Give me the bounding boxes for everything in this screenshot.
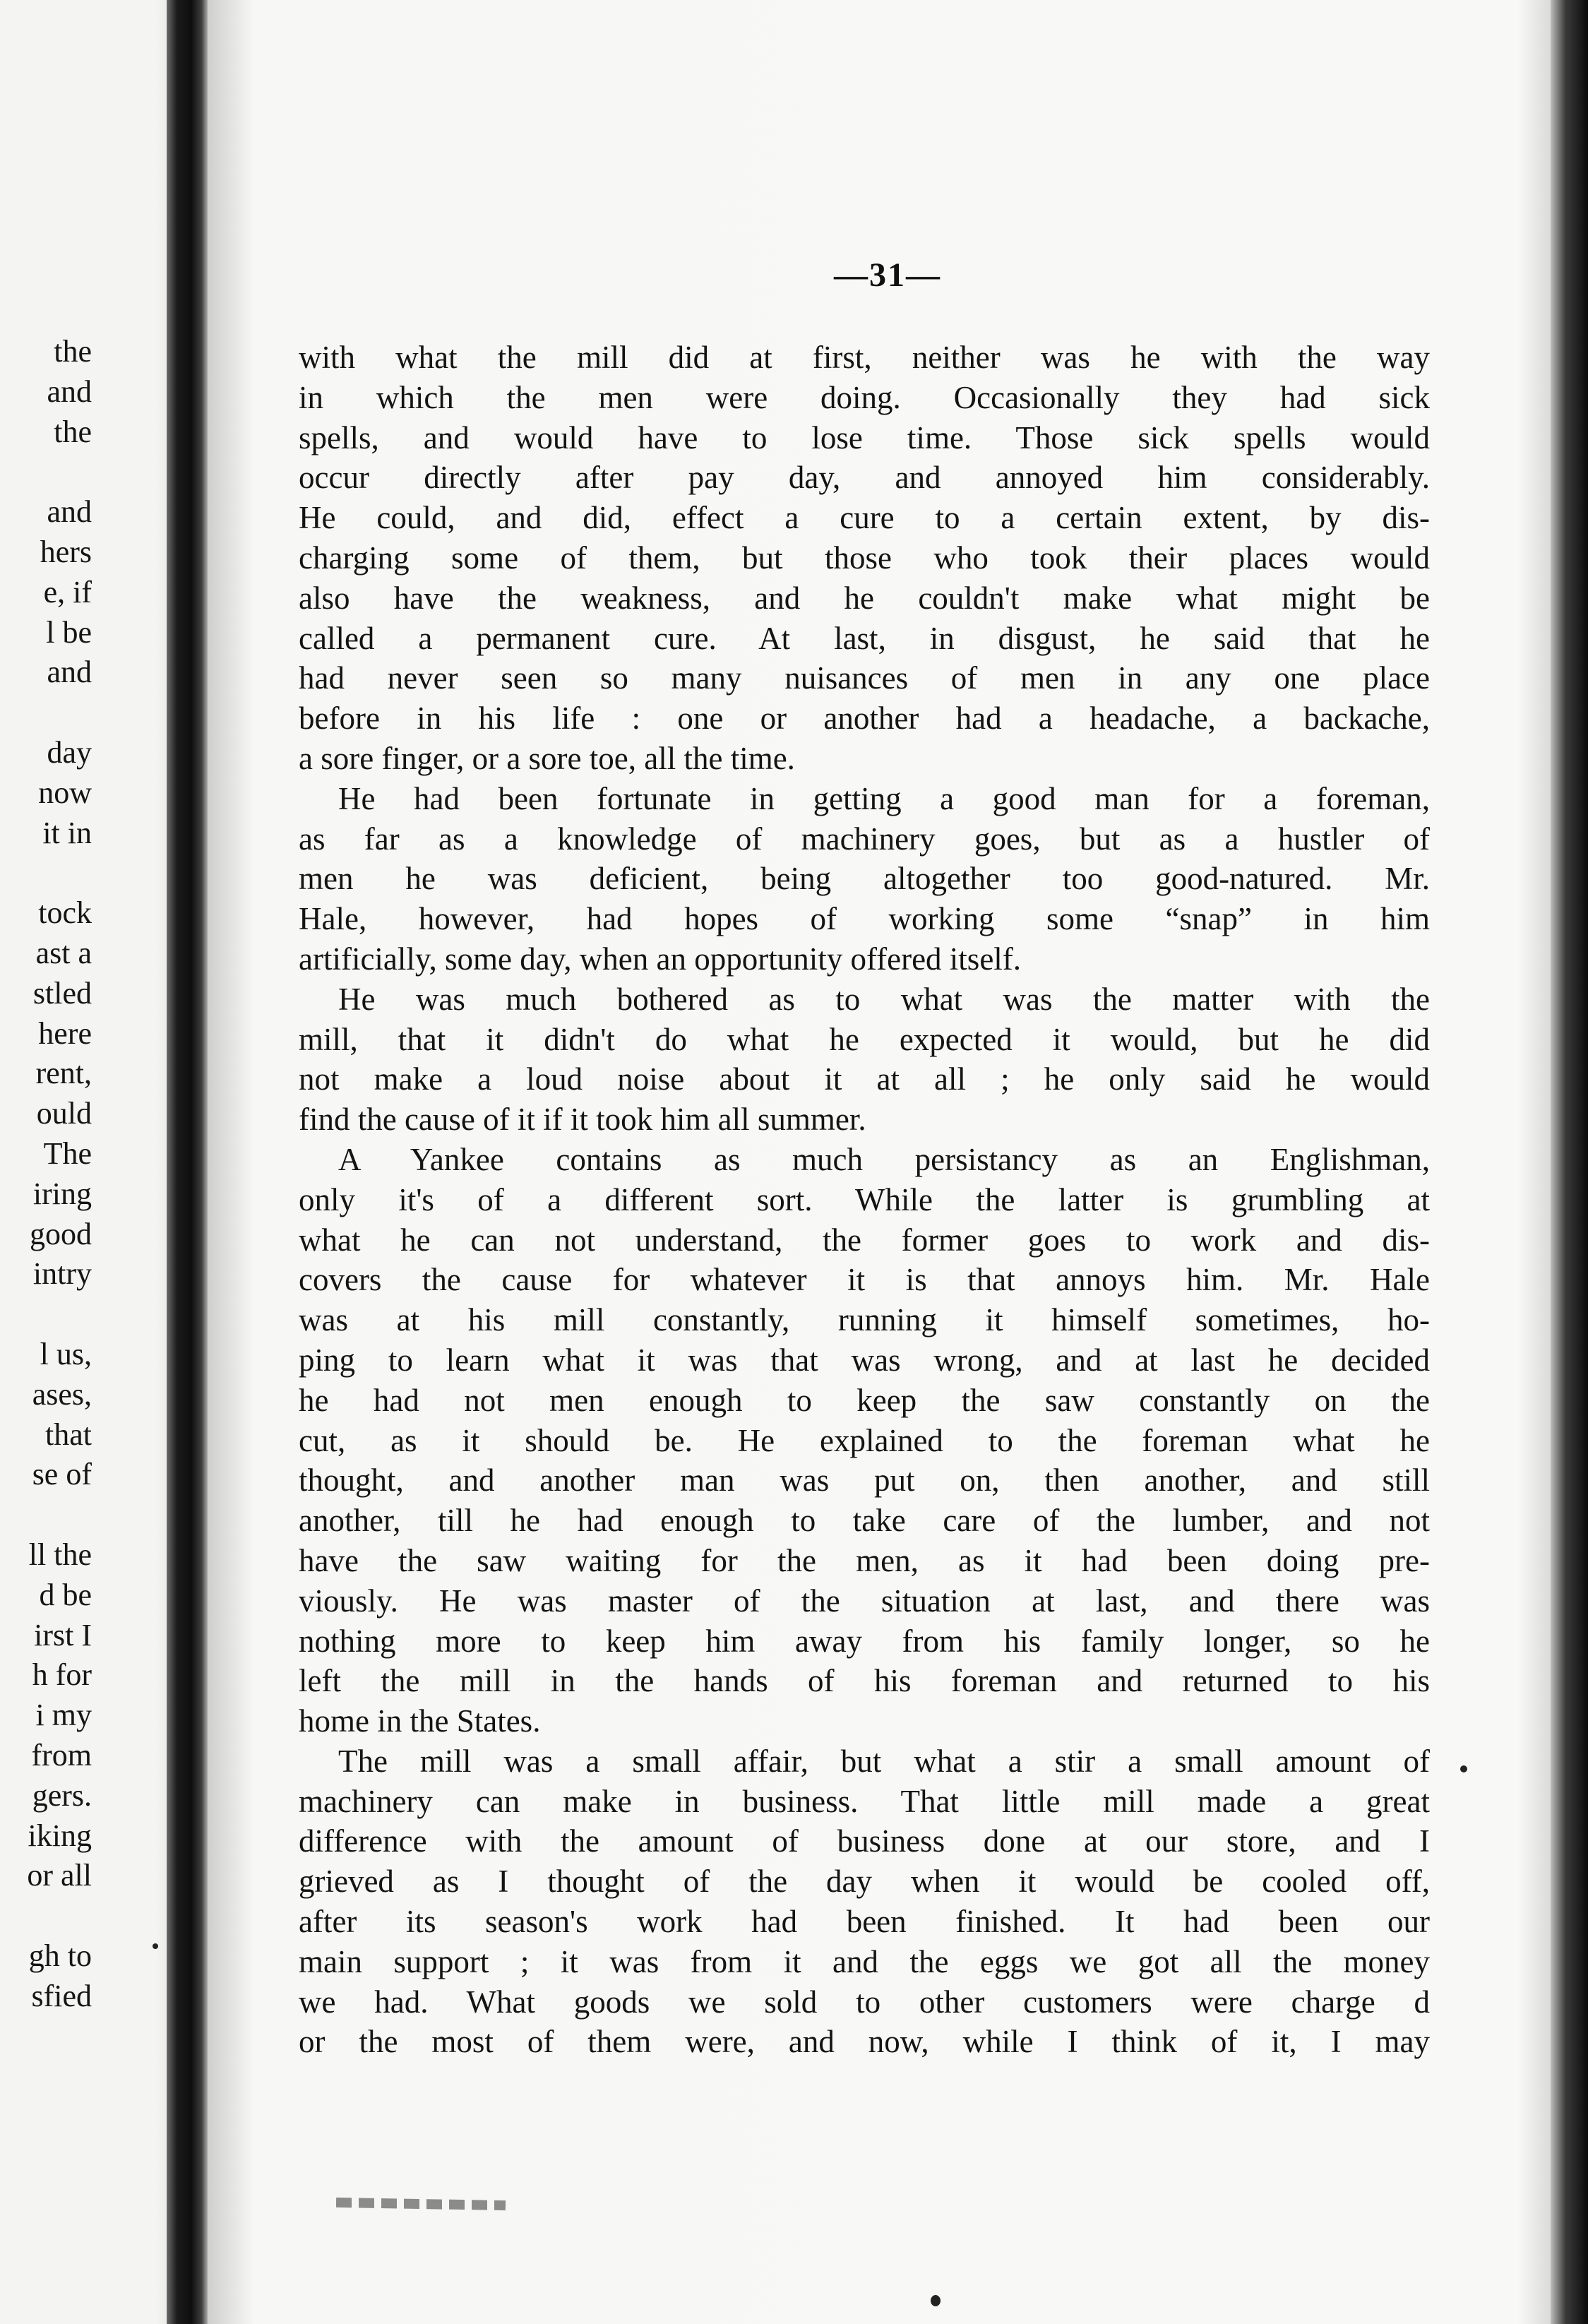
text-line: viously. He was master of the situation at last, and there was [299, 1583, 1430, 1619]
text-line: grieved as I thought of the day when it would be cooled off, [299, 1864, 1430, 1900]
text-line: Hale, however, had hopes of working some “snap” in him [299, 901, 1430, 937]
page-number: —31— [834, 256, 941, 294]
text-line: He was much bothered as to what was the matter with the [338, 981, 1430, 1017]
text-line: The mill was a small affair, but what a stir a small amount of [338, 1743, 1430, 1779]
text-line: left the mill in the hands of his foreman and returned to his [299, 1663, 1430, 1699]
left-page-fragment: here [38, 1015, 92, 1051]
left-page-fragment: hers [40, 535, 92, 569]
text-line: main support ; it was from it and the eggs we got all the money [299, 1943, 1430, 1979]
text-line: after its season's work had been finished. It had been our [299, 1904, 1430, 1940]
left-page-fragment: the [54, 334, 92, 369]
left-page-fragment: the [54, 414, 92, 449]
text-line: called a permanent cure. At last, in disgust, he said that he [299, 620, 1430, 656]
paragraph [299, 979, 1430, 1140]
text-line: had never seen so many nuisances of men in any one place [299, 660, 1430, 696]
text-line: another, till he had enough to take care of the lumber, and not [299, 1503, 1430, 1539]
text-line: cut, as it should be. He explained to the foreman what he [299, 1422, 1430, 1458]
page-body-text [299, 338, 1430, 2062]
ink-speck [153, 1943, 158, 1949]
text-line: have the saw waiting for the men, as it had been doing pre- [299, 1542, 1430, 1578]
text-line: nothing more to keep him away from his family longer, so he [299, 1623, 1430, 1659]
text-line: a sore finger, or a sore toe, all the time. [299, 740, 795, 776]
left-page-fragment: or all [27, 1858, 92, 1893]
ink-speck [931, 2295, 941, 2306]
left-page-fragment: ast a [35, 936, 92, 970]
left-page-fragment: good [30, 1216, 92, 1251]
left-page-fragment: that [45, 1417, 92, 1452]
left-page-fragment: ould [36, 1096, 92, 1131]
text-line: also have the weakness, and he couldn't make what might be [299, 580, 1430, 616]
left-page-fragment: gers. [32, 1777, 92, 1813]
left-page-fragment: rent, [35, 1056, 92, 1091]
left-page-fragment: d be [39, 1577, 92, 1612]
text-line: A Yankee contains as much persistancy as an Englishman, [338, 1141, 1430, 1177]
text-line: He had been fortunate in getting a good man for a foreman, [338, 780, 1430, 816]
left-page-fragment: The [43, 1136, 92, 1171]
page-edge-shadow [1551, 0, 1588, 2324]
text-line: was at his mill constantly, running it himself sometimes, ho- [299, 1302, 1430, 1338]
left-page-fragment: sfied [31, 1978, 92, 2013]
left-page-fragment: intry [32, 1256, 92, 1292]
text-line: spells, and would have to lose time. Those sick spells would [299, 419, 1430, 455]
text-line: with what the mill did at first, neither was he with the way [299, 340, 1430, 375]
left-page-fragment: tock [38, 895, 92, 931]
text-line: as far as a knowledge of machinery goes, but as a hustler of [299, 821, 1430, 857]
left-page-fragment: stled [32, 975, 92, 1011]
text-line: mill, that it didn't do what he expected it would, but he did [299, 1021, 1430, 1057]
text-line: find the cause of it if it took him all summer. [299, 1102, 866, 1138]
left-page-fragment: se of [32, 1457, 92, 1492]
left-page-fragment: e, if [43, 574, 92, 609]
left-page-fragment: ases, [32, 1376, 92, 1412]
left-page-fragment: gh to [28, 1938, 92, 1973]
right-page [212, 0, 1553, 2324]
text-line: difference with the amount of business done at our store, and I [299, 1823, 1430, 1859]
left-page-fragment: from [31, 1738, 92, 1772]
text-line: only it's of a different sort. While the latter is grumbling at [299, 1181, 1430, 1217]
text-line: men he was deficient, being altogether too good-natured. Mr. [299, 861, 1430, 897]
text-line: covers the cause for whatever it is that annoys him. Mr. Hale [299, 1262, 1430, 1298]
left-page-fragment: ll the [28, 1537, 92, 1572]
left-page-fragment: iking [28, 1818, 92, 1853]
ink-speck [1460, 1765, 1467, 1772]
text-line: He could, and did, effect a cure to a certain extent, by dis- [299, 500, 1430, 536]
left-facing-page [0, 0, 169, 2324]
text-line: before in his life : one or another had a headache, a backache, [299, 701, 1430, 737]
left-page-fragment: i my [35, 1698, 92, 1733]
paragraph [299, 779, 1430, 979]
left-page-fragment: l us, [40, 1337, 92, 1371]
paragraph [299, 1140, 1430, 1741]
left-page-fragment: iring [32, 1176, 92, 1211]
left-page-fragment: now [38, 775, 92, 810]
text-line: thought, and another man was put on, then another, and still [299, 1462, 1430, 1498]
left-page-fragment: l be [46, 614, 92, 650]
text-line: occur directly after pay day, and annoyed him considerably. [299, 460, 1430, 496]
paragraph [299, 338, 1430, 779]
text-line: charging some of them, but those who took their places would [299, 540, 1430, 576]
text-line: in which the men were doing. Occasionally they had sick [299, 379, 1430, 415]
text-line: what he can not understand, the former goes to work and dis- [299, 1222, 1430, 1258]
left-page-fragment: day [47, 735, 92, 770]
text-line: machinery can make in business. That little mill made a great [299, 1783, 1430, 1819]
text-line: ping to learn what it was that was wrong, and at last he decided [299, 1342, 1430, 1378]
text-line: artificially, some day, when an opportunity offered itself. [299, 941, 1022, 977]
left-page-fragment: and [47, 374, 92, 409]
book-gutter [167, 0, 208, 2324]
text-line: not make a loud noise about it at all ; he only said he would [299, 1061, 1430, 1097]
left-page-fragment: it in [42, 815, 92, 850]
text-line: or the most of them were, and now, while I think of it, I may [299, 2024, 1430, 2060]
text-line: home in the States. [299, 1703, 541, 1739]
paragraph [299, 1741, 1430, 2062]
left-page-fragment: and [47, 655, 92, 690]
left-page-fragment: h for [32, 1657, 92, 1693]
text-line: he had not men enough to keep the saw constantly on the [299, 1382, 1430, 1418]
text-line: we had. What goods we sold to other customers were charge d [299, 1984, 1430, 2020]
left-page-fragment: and [47, 494, 92, 530]
left-page-fragment: irst I [34, 1617, 92, 1652]
